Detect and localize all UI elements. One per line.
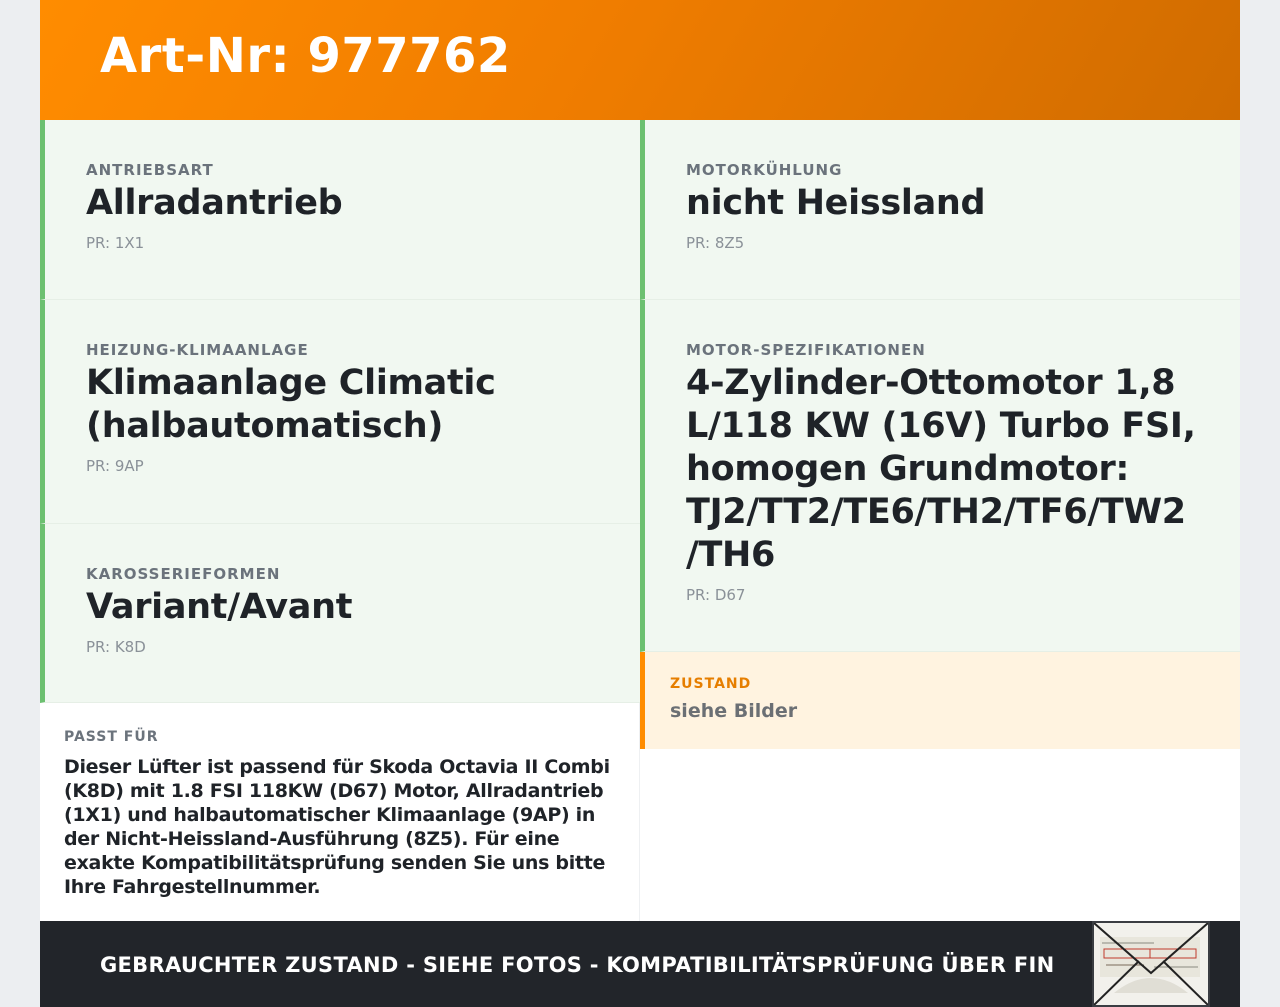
spec-column-left (40, 120, 640, 703)
condition-label: ZUSTAND (670, 676, 752, 692)
spec-card-motor-spezifikationen (640, 300, 1240, 652)
condition-value: siehe Bilder (670, 700, 798, 722)
spec-pr-code: PR: 8Z5 (686, 234, 745, 252)
compatibility-section (40, 703, 640, 921)
product-page (40, 0, 1240, 1007)
page-footer (40, 921, 1240, 1007)
article-number-title: Art-Nr: 977762 (100, 28, 511, 84)
spec-card-karosserieformen (40, 524, 640, 703)
spec-value: 4-Zylinder-Ottomotor 1,8 L/118 KW (16V) Turbo FSI, homogen Grundmotor: TJ2/TT2/TE6/TH2/TF6/TW2 /TH6 (686, 363, 1196, 575)
spec-pr-code: PR: K8D (86, 638, 146, 656)
condition-box (640, 652, 1240, 749)
spec-value: Variant/Avant (86, 587, 353, 627)
vehicle-plate-photo-thumbnail[interactable] (1092, 921, 1210, 1007)
compatibility-label: PASST FÜR (64, 729, 159, 745)
spec-label: MOTOR-SPEZIFIKATIONEN (686, 341, 926, 359)
spec-card-heizung-klimaanlage (40, 300, 640, 524)
spec-label: HEIZUNG-KLIMAANLAGE (86, 341, 309, 359)
compatibility-text: Dieser Lüfter ist passend für Skoda Octavia II Combi (K8D) mit 1.8 FSI 118KW (D67) Motor, Allradantrieb (1X1) und halbautomatischer Klimaanlage (9AP) in der Nicht-Heissland-Ausführung (8Z5). Für eine exakte Kompatibilitätsprüfung senden Sie uns bitte Ihre Fahrgestellnummer. (64, 756, 610, 898)
spec-value: nicht Heissland (686, 183, 986, 223)
spec-pr-code: PR: 1X1 (86, 234, 145, 252)
page-header (40, 0, 1240, 120)
spec-card-motorkuehlung (640, 120, 1240, 300)
spec-value: Allradantrieb (86, 183, 343, 223)
spec-card-antriebsart (40, 120, 640, 300)
image-icon (1094, 923, 1208, 1005)
spec-pr-code: PR: 9AP (86, 457, 144, 475)
spec-label: ANTRIEBSART (86, 161, 214, 179)
spec-column-right (640, 120, 1240, 652)
spec-label: KAROSSERIEFORMEN (86, 565, 281, 583)
spec-pr-code: PR: D67 (686, 586, 746, 604)
footer-banner-text: GEBRAUCHTER ZUSTAND - SIEHE FOTOS - KOMPATIBILITÄTSPRÜFUNG ÜBER FIN (100, 953, 1055, 977)
spec-value: Klimaanlage Climatic (halbautomatisch) (86, 363, 496, 446)
spec-label: MOTORKÜHLUNG (686, 161, 843, 179)
